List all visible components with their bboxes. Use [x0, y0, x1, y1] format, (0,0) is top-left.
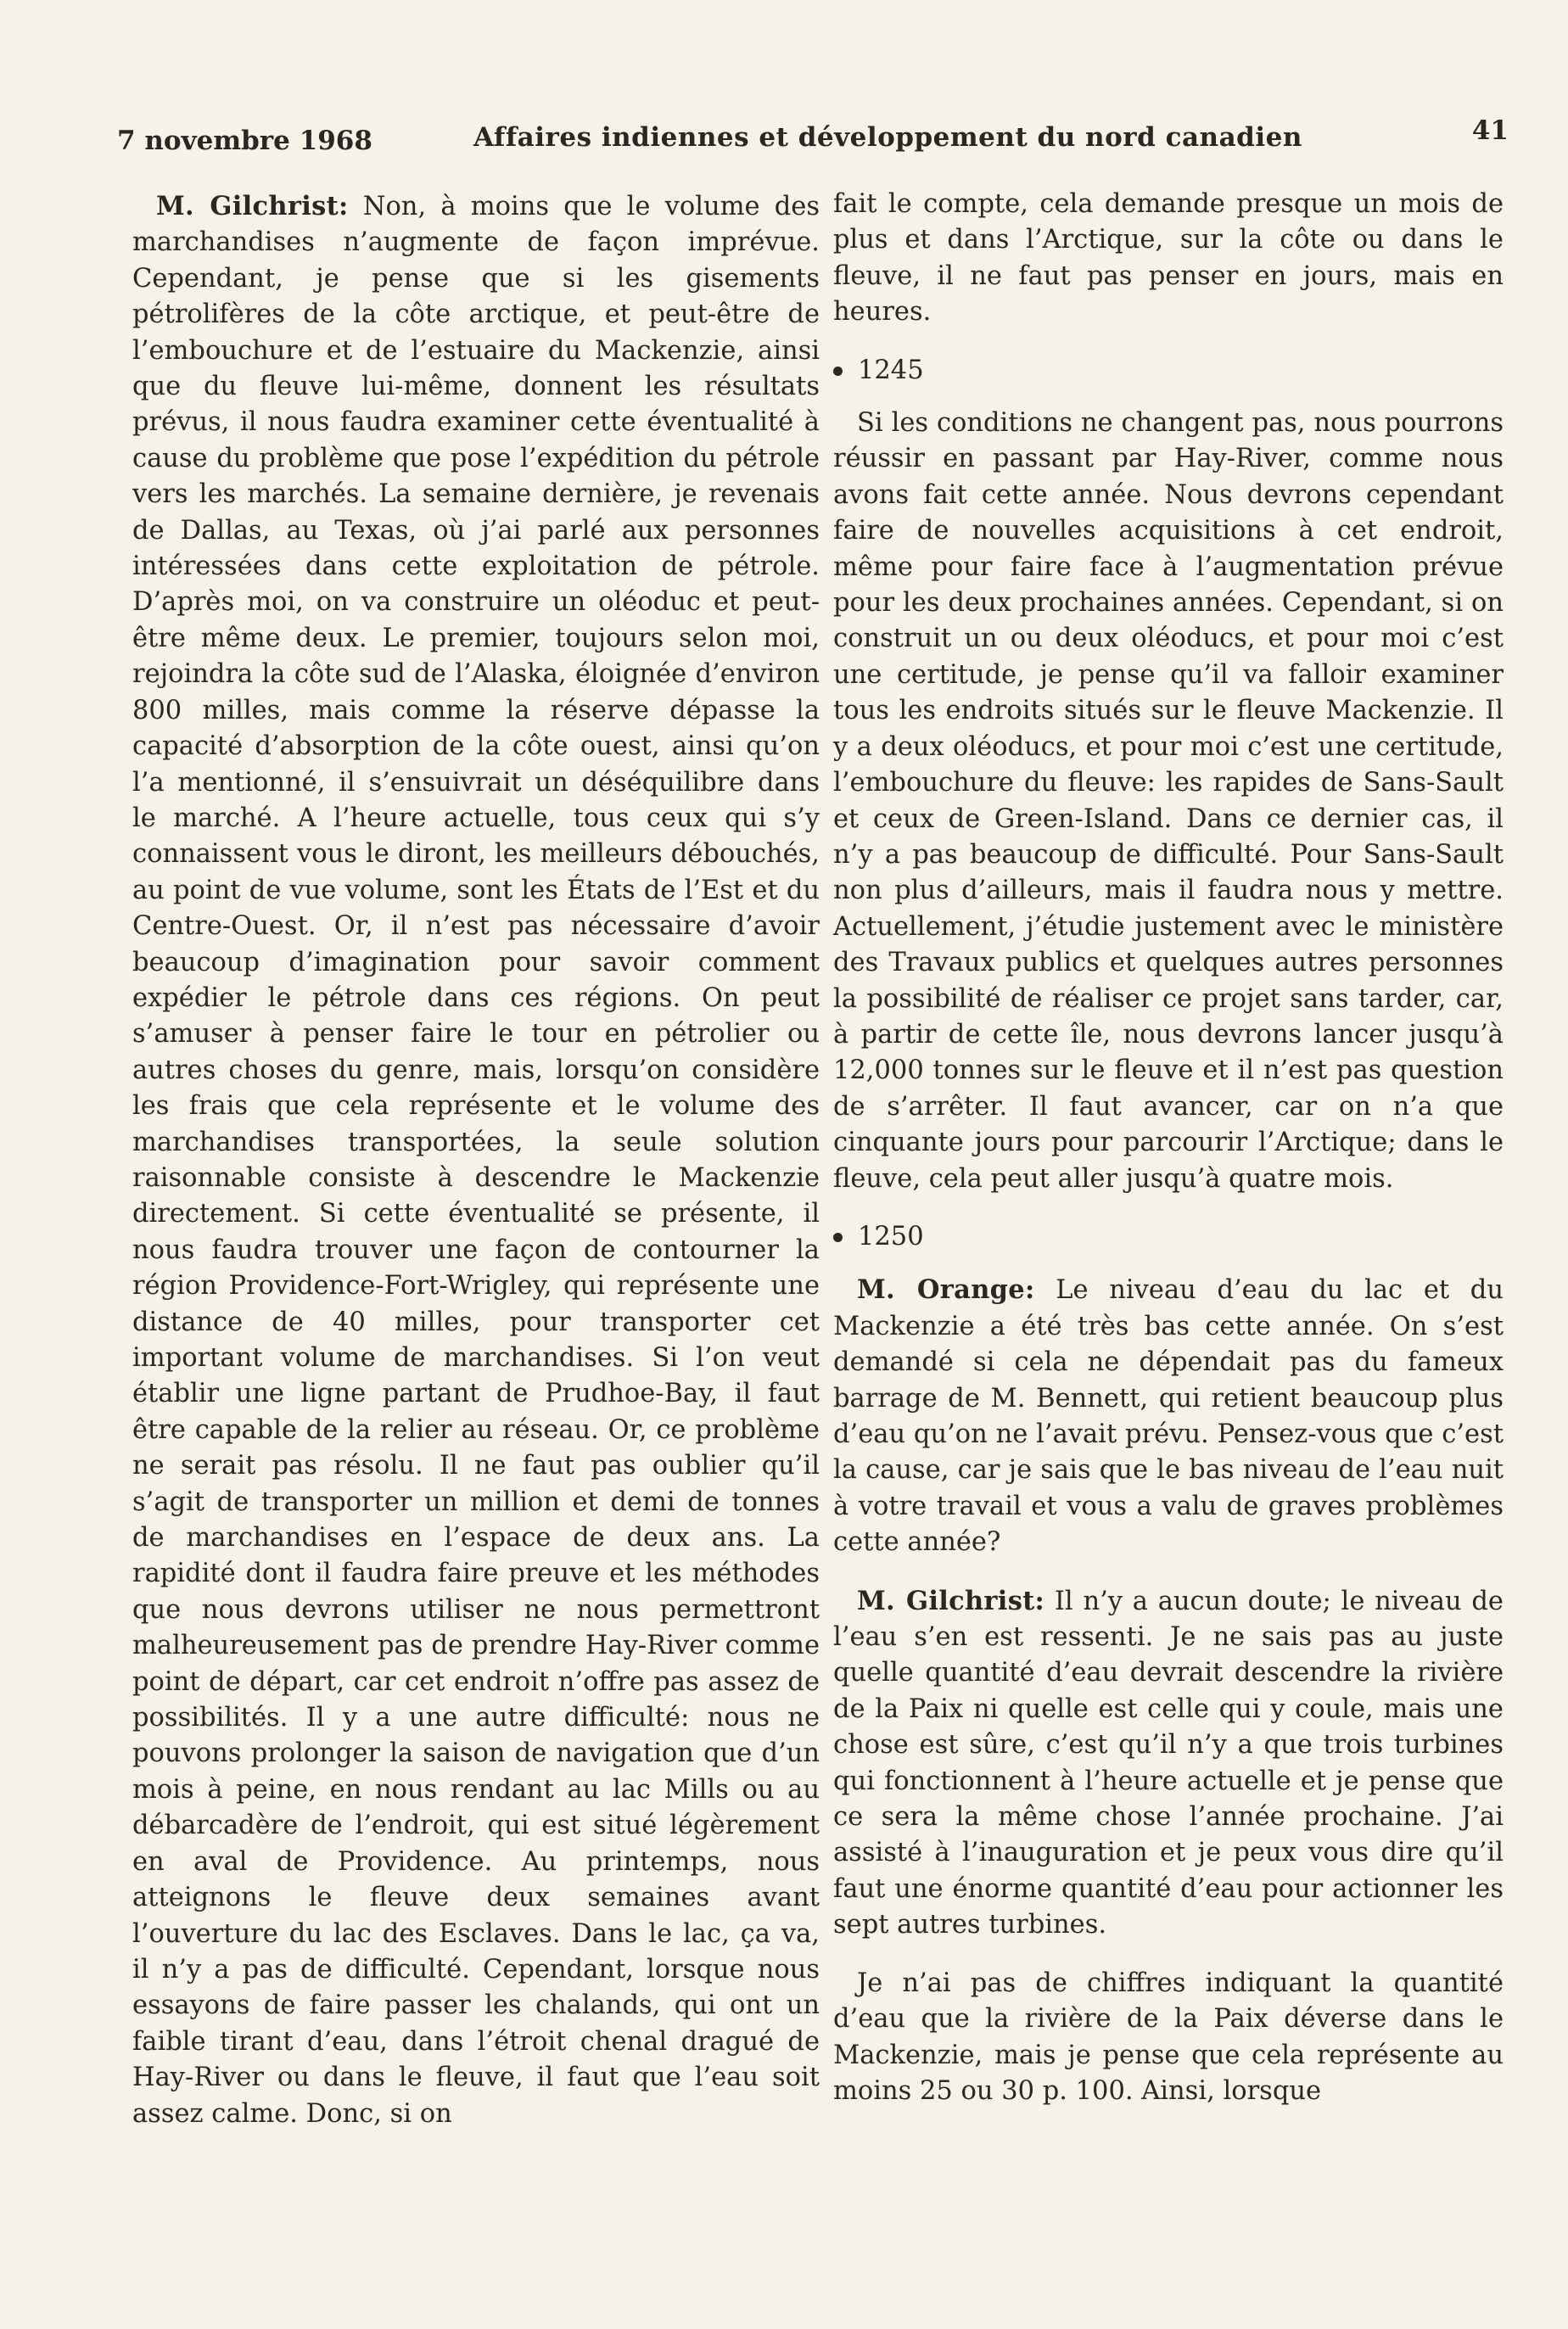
timestamp-marker: [833, 1219, 1504, 1255]
timestamp-text: 1250: [858, 1221, 924, 1251]
paragraph-conditions: Si les conditions ne changent pas, nous pourrons réussir en passant par Hay-River, comme nous avons fait cette année. Nous devrons cependant faire de nouvelles acquisitions à cet endroit, même pour faire face à l’augmentation prévue pour les deux prochaines années. Cependant, si on construit un ou deux oléoducs, et pour moi c’est une certitude, je pense qu’il va falloir examiner tous les endroits situés sur le fleuve Mackenzie. Il y a deux oléoducs, et pour moi c’est une certitude, l’embouchure du fleuve: les rapides de Sans-Sault et ceux de Green-Island. Dans ce dernier cas, il n’y a pas beaucoup de difficulté. Pour Sans-Sault non plus d’ailleurs, mais il faudra nous y mettre. Actuellement, j’étudie justement avec le ministère des Travaux publics et quelques autres personnes la possibilité de réaliser ce projet sans tarder, car, à partir de cette île, nous devrons lancer jusqu’à 12,000 tonnes sur le fleuve et il n’est pas question de s’arrêter. Il faut avancer, car on n’a que cinquante jours pour parcourir l’Arctique; dans le fleuve, cela peut aller jusqu’à quatre mois.: [833, 408, 1504, 1194]
paragraph-continuation: fait le compte, cela demande presque un mois de plus et dans l’Arctique, sur la côte ou dans le fleuve, il ne faut pas penser en jours, mais en heures.: [833, 189, 1504, 328]
page-header: [117, 115, 1509, 166]
paragraph-orange: [833, 1272, 1504, 1560]
paragraph-gilchrist-1: [132, 188, 820, 2132]
paragraph-peace-river: Je n’ai pas de chiffres indiquant la quantité d’eau que la rivière de la Paix déverse dans le Mackenzie, mais je pense que cela représente au moins 25 ou 30 p. 100. Ainsi, lorsque: [833, 1968, 1504, 2106]
paragraph-text: Il n’y a aucun doute; le niveau de l’eau s’en est ressenti. Je ne sais pas au juste quelle quantité d’eau devrait descendre la rivière de la Paix ni quelle est celle qui y coule, mais une chose est sûre, c’est qu’il n’y a que trois turbines qui fonctionnent à l’heure actuelle et je pense que ce sera la même chose l’année prochaine. J’ai assisté à l’inauguration et je peux vous dire qu’il faut une énorme quantité d’eau pour actionner les sept autres turbines.: [833, 1586, 1504, 1940]
paragraph-text: Non, à moins que le volume des marchandises n’augmente de façon imprévue. Cependant, je pense que si les gisements pétrolifères de la côte arctique, et peut-être de l’embouchure et de l’estuaire du Mackenzie, ainsi que du fleuve lui-même, donnent les résultats prévus, il nous faudra examiner cette éventualité à cause du problème que pose l’expédition du pétrole vers les marchés. La semaine dernière, je revenais de Dallas, au Texas, où j’ai parlé aux personnes intéressées dans cette exploitation de pétrole. D’après moi, on va construire un oléoduc et peut-être même deux. Le premier, toujours selon moi, rejoindra la côte sud de l’Alaska, éloignée d’environ 800 milles, mais comme la réserve dépasse la capacité d’absorption de la côte ouest, ainsi qu’on l’a mentionné, il s’ensuivrait un déséquilibre dans le marché. A l’heure actuelle, tous ceux qui s’y connaissent vous le diront, les meilleurs débouchés, au point de vue volume, sont les États de l’Est et du Centre-Ouest. Or, il n’est pas nécessaire d’avoir beaucoup d’imagination pour savoir comment expédier le pétrole dans ces régions. On peut s’amuser à penser faire le tour en pétrolier ou autres choses du genre, mais, lorsqu’on considère les frais que cela représente et le volume des marchandises transportées, la seule solution raisonnable consiste à descendre le Mackenzie directement. Si cette éventualité se présente, il nous faudra trouver une façon de contourner la région Providence-Fort-Wrigley, qui représente une distance de 40 milles, pour transporter cet important volume de marchandises. Si l’on veut établir une ligne partant de Prudhoe-Bay, il faut être capable de la relier au réseau. Or, ce problème ne serait pas résolu. Il ne faut pas oublier qu’il s’agit de transporter un million et demi de tonnes de marchandises en l’espace de deux ans. La rapidité dont il faudra faire preuve et les méthodes que nous devrons utiliser ne nous permettront malheureusement pas de prendre Hay-River comme point de départ, car cet endroit n’offre pas assez de possibilités. Il y a une autre difficulté: nous ne pouvons prolonger la saison de navigation que d’un mois à peine, en nous rendant au lac Mills ou au débarcadère de l’endroit, qui est situé légèrement en aval de Providence. Au printemps, nous atteignons le fleuve deux semaines avant l’ouverture du lac des Esclaves. Dans le lac, ça va, il n’y a pas de difficulté. Cependant, lorsque nous essayons de faire passer les chalands, qui ont un faible tirant d’eau, dans l’étroit chenal dragué de Hay-River ou dans le fleuve, il faut que l’eau soit assez calme. Donc, si on: [132, 192, 820, 2129]
right-column: [833, 187, 1504, 2109]
header-title: Affaires indiennes et développement du nord canadien: [473, 122, 1302, 153]
speaker-name: M. Gilchrist:: [857, 1585, 1045, 1616]
header-date: 7 novembre 1968: [117, 126, 372, 156]
bullet-icon: [833, 1233, 843, 1242]
page-number: 41: [1471, 115, 1509, 146]
timestamp-text: 1245: [858, 355, 924, 385]
paragraph-text: Le niveau d’eau du lac et du Mackenzie a été très bas cette année. On s’est demandé si cela ne dépendait pas du fameux barrage de M. Bennett, qui retient beaucoup plus d’eau qu’on ne l’avait prévu. Pensez-vous que c’est la cause, car je sais que le bas niveau de l’eau nuit à votre travail et vous a valu de graves problèmes cette année?: [833, 1275, 1504, 1558]
bullet-icon: [833, 367, 843, 376]
left-column: [132, 188, 820, 2132]
speaker-name: M. Gilchrist:: [156, 191, 349, 221]
timestamp-marker: [833, 353, 1504, 389]
paragraph-gilchrist-2: [833, 1583, 1504, 1944]
speaker-name: M. Orange:: [857, 1274, 1035, 1306]
